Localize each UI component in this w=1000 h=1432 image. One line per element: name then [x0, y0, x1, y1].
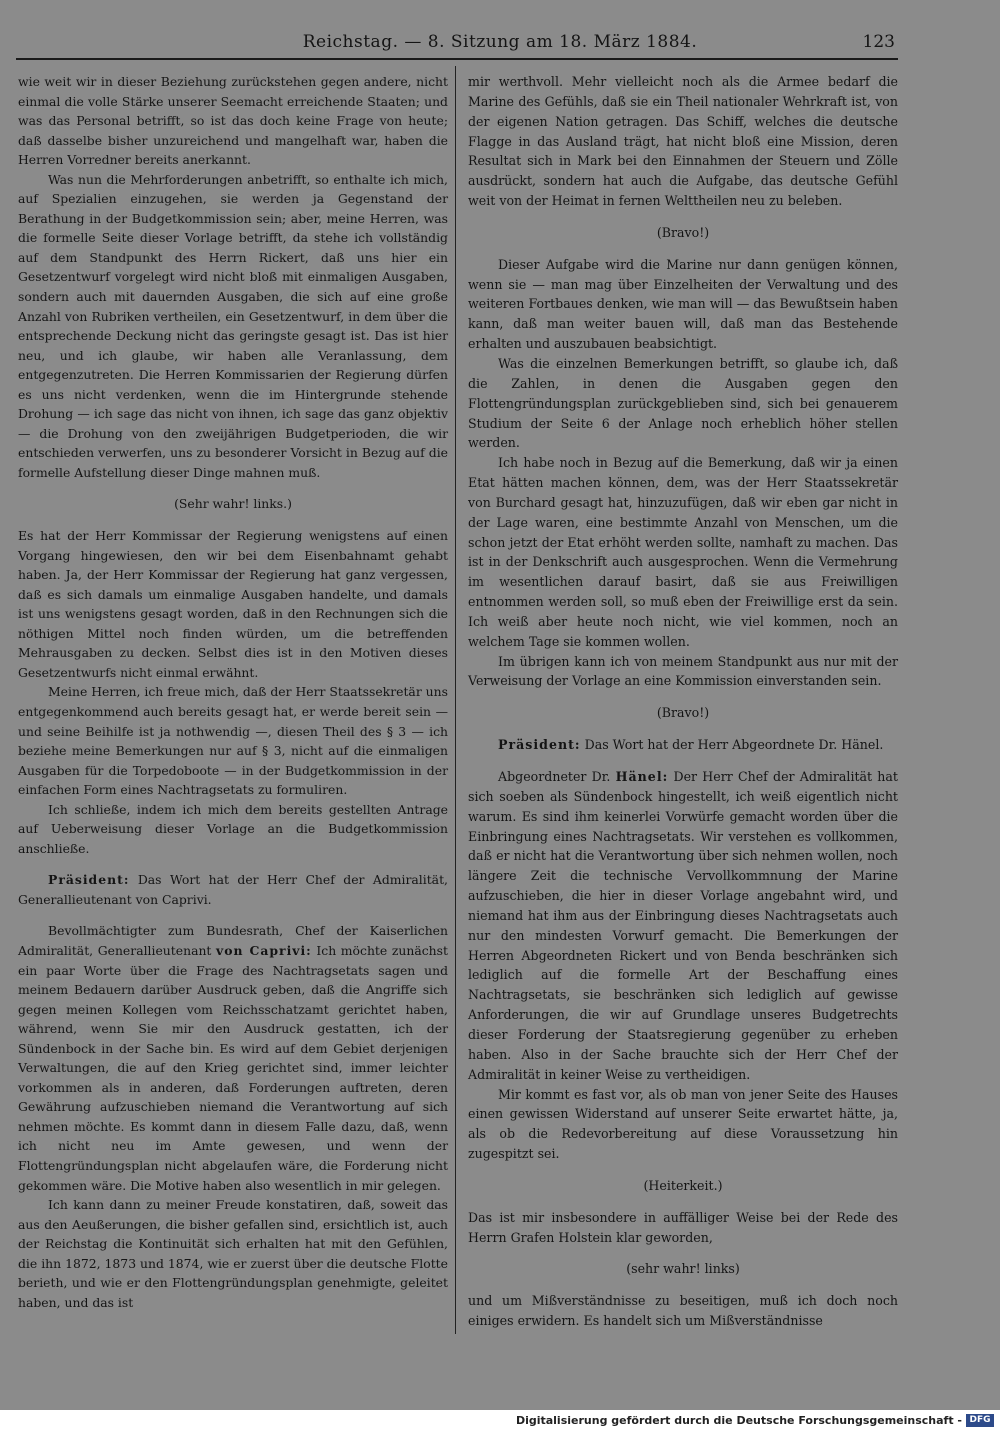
interjection: (Heiterkeit.)	[643, 1177, 723, 1193]
paragraph: Was die einzelnen Bemerkungen betrifft, so glaube ich, daß die Zahlen, in denen die Ausgaben gegen den Flottengründungsplan zurückgeblieben sind, sich bei genauerem Studium der Seite 6 der Anlage noch erheblich höher stellen werden.	[468, 355, 898, 451]
paragraph: Meine Herren, ich freue mich, daß der Herr Staatssekretär uns entgegenkommend auch bereits gesagt hat, er werde bereit sein — und seine Beihilfe ist ja nothwendig —, diesen Theil des § 3 — ich beziehe meine Bemerkungen nur auf § 3, nicht auf die einmaligen Ausgaben für die Torpedoboote — in der Budgetkommission in der einfachen Form eines Nachtragsetats zu formuliren.	[18, 684, 448, 798]
interjection: (Bravo!)	[656, 224, 710, 240]
speaker-name: Präsident:	[48, 872, 130, 888]
paragraph: wie weit wir in dieser Beziehung zurückstehen gegen andere, nicht einmal die volle Stärke unserer Seemacht erreichende Staaten; und was das Personal betrifft, so ist das doch keine Frage von heute; daß dasselbe bisher unzureichend und mangelhaft war, haben die Herren Vorredner bereits anerkannt.	[18, 74, 448, 168]
speech-text: Das Wort hat der Herr Abgeordnete Dr. Hänel.	[580, 737, 884, 753]
speaker-name: Hänel:	[615, 769, 669, 784]
funding-credit: Digitalisierung gefördert durch die Deutsche Forschungsgemeinschaft -	[515, 1414, 962, 1427]
interjection: (Bravo!)	[656, 705, 710, 721]
paragraph: Ich schließe, indem ich mich dem bereits gestellten Antrage auf Ueberweisung dieser Vorlage an die Budgetkommission anschließe.	[18, 801, 448, 856]
interjection: (sehr wahr! links)	[626, 1261, 740, 1277]
speaker-paragraph	[18, 921, 448, 1195]
paragraph: Was nun die Mehrforderungen anbetrifft, so enthalte ich mich, auf Spezialien einzugehen, sie werden ja Gegenstand der Berathung in der Budgetkommission sein; aber, meine Herren, was die formelle Seite dieser Vorlage betrifft, da stehe ich vollständig auf dem Standpunkt des Herrn Rickert, daß uns hier ein Gesetzentwurf vorgelegt wird nicht bloß mit einmaligen Ausgaben, sondern auch mit dauernden Ausgaben, die sich auf eine große Anzahl von Rubriken vertheilen, ein Gesetzentwurf, in dem über die entsprechende Deckung nicht das geringste gesagt ist. Das ist hier neu, und ich glaube, wir haben alle Veranlassung, dem entgegenzutreten. Die Herren Kommissarien der Regierung dürfen es uns nicht verdenken, wenn die im Hintergrunde stehende Drohung — ich sage das nicht von ihnen, ich sage das ganz objektiv — die Drohung von den zweijährigen Budgetperioden, die wir entschieden verwerfen, uns zu besonderer Vorsicht in Bezug auf die formelle Aufstellung dieser Dinge mahnen muß.	[18, 171, 448, 480]
paragraph: Das ist mir insbesondere in auffälliger Weise bei der Rede des Herrn Grafen Holstein klar geworden,	[468, 1209, 898, 1245]
paragraph: Mir kommt es fast vor, als ob man von jener Seite des Hauses einen gewissen Widerstand auf unserer Seite erwartet hätte, ja, als ob die Redevorbereitung auf diese Voraussetzung hin zugespitzt sei.	[468, 1086, 898, 1162]
speaker-paragraph	[18, 870, 448, 909]
paragraph: Es hat der Herr Kommissar der Regierung wenigstens auf einen Vorgang hingewiesen, den wir bei dem Eisenbahnamt gehabt haben. Ja, der Herr Kommissar der Regierung hat ganz vergessen, daß es sich damals um einmalige Ausgaben handelte, und damals ist uns wenigstens gesagt worden, daß in den Rechnungen sich die nöthigen Mittel noch finden würden, um die betreffenden Mehrausgaben zu decken. Selbst dies ist in den Motiven dieses Gesetzentwurfs nicht einmal erwähnt.	[18, 528, 448, 680]
speech-text: Der Herr Chef der Admiralität hat sich soeben als Sündenbock hingestellt, ich weiß eigentlich nicht warum. Es sind ihm keinerlei Vorwürfe gemacht worden über die Einbringung eines Nachtragsetats. Wir verstehen es vollkommen, daß er nicht hat die Verantwortung über sich nehmen wollen, noch längere Zeit die technische Vervollkommnung der Marine aufzuschieben, die hier in dieser Vorlage angebahnt wird, und niemand hat ihm aus der Einbringung dieses Nachtragsetats auch nur den mindesten Vorwurf gemacht. Die Bemerkungen der Herren Abgeordneten Rickert und von Benda beschränken sich lediglich auf die formelle Art der Beschaffung eines Nachtragsetats, sie beschränken sich lediglich auf gewisse Anforderungen, die wir auf Grundlage unseres Budgetrechts dieser Forderung der Staatsregierung gegenüber zu erheben haben. Also in der Sache brauchte sich der Herr Chef der Admiralität in keiner Weise zu vertheidigen.	[468, 769, 898, 1082]
column-divider	[455, 66, 456, 1334]
page-header	[0, 30, 1000, 60]
speech-text: Das Wort hat der Herr Chef der Admiralität, Generallieutenant von Caprivi.	[18, 872, 448, 907]
paragraph: Ich kann dann zu meiner Freude konstatiren, daß, soweit das aus den Aeußerungen, die bisher gefallen sind, ersichtlich ist, auch der Reichstag die Kontinuität sich erhalten hat mit den Gefühlen, die ihn 1872, 1873 und 1874, wie er zuerst über die deutsche Flotte berieth, und wie er den Flottengründungsplan genehmigte, geleitet haben, und das ist	[18, 1197, 448, 1310]
speech-text: Ich möchte zunächst ein paar Worte über die Frage des Nachtragsetats sagen und meinem Bedauern darüber Ausdruck geben, daß die Angriffe sich gegen meinen Kollegen vom Reichsschatzamt gerichtet haben, während, wenn Sie mir den Ausdruck gestatten, ich der Sündenbock in der Sache bin. Es wird auf dem Gebiet derjenigen Verwaltungen, die auf den Krieg gerichtet sind, immer leichter vorkommen als in anderen, daß Forderungen auftreten, deren Gewährung aufzuschieben niemand die Verantwortung auf sich nehmen möchte. Es kommt dann in diesem Falle dazu, daß, wenn ich nicht neu im Amte gewesen, und wenn der Flottengründungsplan nicht abgelaufen wäre, die Forderung nicht gekommen wäre. Die Motive haben also wesentlich in mir gelegen.	[18, 942, 448, 1193]
dfg-logo: DFG	[966, 1414, 994, 1427]
speaker-role: Abgeordneter Dr.	[498, 769, 616, 784]
left-column	[18, 72, 448, 1312]
interjection: (Sehr wahr! links.)	[174, 496, 292, 512]
paragraph: mir werthvoll. Mehr vielleicht noch als die Armee bedarf die Marine des Gefühls, daß sie ein Theil nationaler Wehrkraft ist, von der eigenen Nation getragen. Das Schiff, welches die deutsche Flagge in das Ausland trägt, hat nicht bloß eine Mission, deren Resultat sich in Mark bei den Einnahmen der Steuern und Zölle ausdrückt, sondern hat auch die Aufgabe, das deutsche Gefühl weit von der Heimat in fernen Welttheilen neu zu beleben.	[468, 74, 898, 209]
page-number: 123	[862, 32, 895, 52]
speaker-name: von Caprivi:	[216, 942, 312, 958]
paragraph: Dieser Aufgabe wird die Marine nur dann genügen können, wenn sie — man mag über Einzelheiten der Verwaltung und des weiteren Fortbaues denken, wie man will — das Bewußtsein haben kann, daß man weiter bauen will, daß man das Bestehende erhalten und auszubauen beabsichtigt.	[468, 256, 898, 352]
right-column	[468, 72, 898, 1331]
speaker-role: Bevollmächtigter zum Bundesrath, Chef der Kaiserlichen Admiralität, Generallieutenant	[18, 923, 448, 958]
speaker-paragraph	[468, 767, 898, 1085]
paragraph: und um Mißverständnisse zu beseitigen, muß ich doch noch einiges erwidern. Es handelt sich um Mißverständnisse	[468, 1293, 898, 1329]
header-rule	[16, 58, 898, 60]
running-title: Reichstag. — 8. Sitzung am 18. März 1884.	[302, 32, 698, 52]
paragraph: Ich habe noch in Bezug auf die Bemerkung, daß wir ja einen Etat hätten machen können, dem, was der Herr Staatssekretär von Burchard gesagt hat, hinzuzufügen, daß wir eben gar nicht in der Lage waren, eine bestimmte Anzahl von Menschen, um die schon jetzt der Etat erhöht werden sollte, namhaft zu machen. Das ist in der Denkschrift auch ausgesprochen. Wenn die Vermehrung im wesentlichen darauf basirt, daß sie aus Freiwilligen entnommen werden soll, so muß eben der Freiwillige erst da sein. Ich weiß aber heute noch nicht, wie viel kommen, noch an welchem Tage sie kommen wollen.	[468, 455, 898, 649]
paragraph: Im übrigen kann ich von meinem Standpunkt aus nur mit der Verweisung der Vorlage an eine Kommission einverstanden sein.	[468, 653, 898, 689]
footer-bar	[0, 1410, 1000, 1432]
speaker-paragraph	[468, 735, 898, 755]
speaker-name: Präsident:	[498, 737, 581, 753]
